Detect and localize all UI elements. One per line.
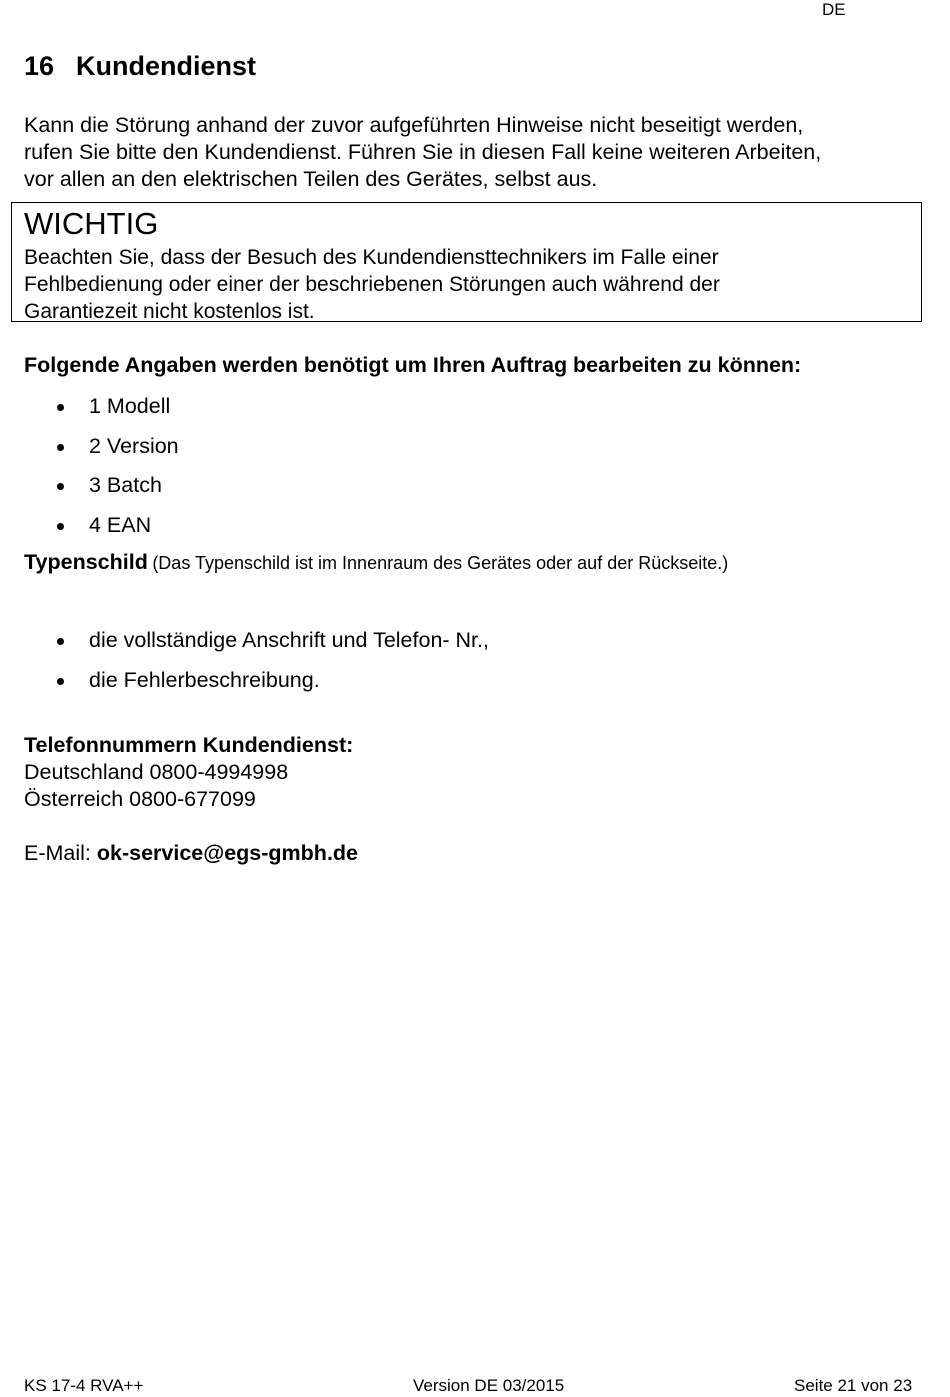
intro-line: Kann die Störung anhand der zuvor aufgeführten Hinweise nicht beseitigt werden,: [24, 113, 804, 137]
typenschild-line: [24, 549, 728, 578]
list-item-text: 3 Batch: [89, 473, 162, 497]
list-item-text: 2 Version: [89, 433, 179, 458]
bullet-icon: [57, 523, 64, 530]
footer-model: KS 17-4 RVA++: [24, 1376, 144, 1395]
list-item-text: 4 EAN: [89, 512, 152, 537]
notice-line: Beachten Sie, dass der Besuch des Kundendiensttechnikers im Falle einer: [24, 246, 719, 269]
section-number: 16: [24, 51, 55, 81]
footer-page-number: Seite 21 von 23: [794, 1376, 913, 1395]
email-label: E-Mail:: [24, 841, 97, 865]
language-code: DE: [822, 0, 846, 19]
notice-title: WICHTIG: [24, 206, 159, 241]
typenschild-label: Typenschild: [24, 550, 148, 574]
notice-text: [24, 244, 720, 325]
phone-numbers-heading: Telefonnummern Kundendienst:: [24, 733, 354, 757]
bullet-icon: [57, 444, 64, 451]
footer-version: Version DE 03/2015: [413, 1376, 565, 1395]
intro-line: rufen Sie bitte den Kundendienst. Führen Sie in diesen Fall keine weiteren Arbeiten,: [24, 140, 822, 164]
bullet-icon: [57, 404, 64, 411]
bullet-icon: [57, 638, 64, 645]
intro-line: vor allen an den elektrischen Teilen des Gerätes, selbst aus.: [24, 167, 598, 191]
bullet-icon: [57, 678, 64, 685]
notice-line: Fehlbedienung oder einer der beschriebenen Störungen auch während der: [24, 273, 720, 296]
email-address: ok-service@egs-gmbh.de: [96, 841, 359, 865]
list-item-text: 1 Modell: [89, 394, 171, 418]
email-line: [24, 840, 358, 867]
typenschild-note: (Das Typenschild ist im Innenraum des Gerätes oder auf der Rückseite.): [152, 553, 729, 573]
notice-line: Garantiezeit nicht kostenlos ist.: [24, 300, 315, 323]
phone-germany: Deutschland 0800-4994998: [24, 760, 289, 784]
list-item-text: die Fehlerbeschreibung.: [89, 667, 320, 692]
important-notice-box: [11, 202, 922, 322]
requirements-heading: Folgende Angaben werden benötigt um Ihren Auftrag bearbeiten zu können:: [24, 353, 802, 377]
list-item-text: die vollständige Anschrift und Telefon- Nr.,: [89, 628, 489, 652]
section-title: Kundendienst: [76, 51, 256, 81]
phone-austria: Österreich 0800-677099: [24, 787, 256, 811]
intro-paragraph: [24, 112, 924, 193]
section-heading: [24, 50, 256, 82]
bullet-icon: [57, 483, 64, 490]
